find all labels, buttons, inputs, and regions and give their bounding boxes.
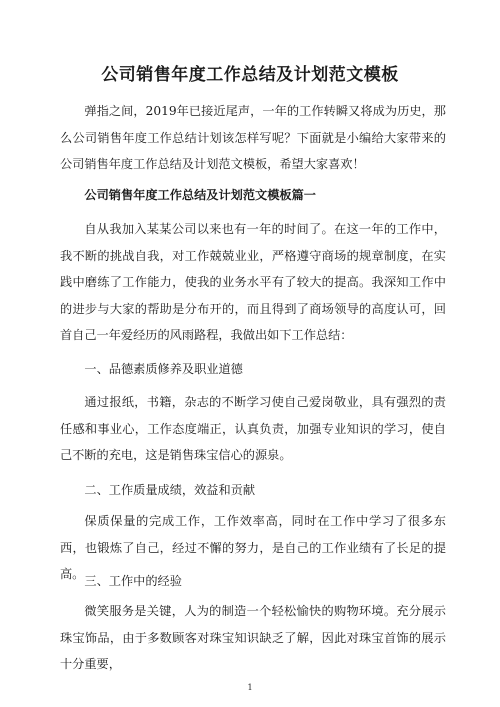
body-paragraph-1: 自从我加入某某公司以来也有一年的时间了。在这一年的工作中，我不断的挑战自我，对工作兢兢业业，严格遵守商场的规章制度，在实践中磨练了工作能力，使我的业务水平有了较大的提高。我深知工作中的进步与大家的帮助是分布开的，而且得到了商场领导的高度认可，回首自己一年爱经历的风雨路程，我做出如下工作总结： bbox=[60, 222, 446, 342]
body-paragraph-2: 通过报纸，书籍，杂志的不断学习使自己爱岗敬业，具有强烈的责任感和事业心，工作态度端正，认真负责，加强专业知识的学习，使自己不断的充电，这是销售珠宝信心的源泉。 bbox=[60, 395, 446, 462]
section-heading-3: 三、工作中的经验 bbox=[84, 574, 182, 588]
section-heading-2: 二、工作质量成绩，效益和贡献 bbox=[84, 483, 256, 497]
section-title: 公司销售年度工作总结及计划范文模板篇一 bbox=[84, 188, 316, 202]
intro-paragraph: 弹指之间，2019年已接近尾声，一年的工作转瞬又将成为历史，那么公司销售年度工作总结计划该怎样写呢？下面就是小编给大家带来的公司销售年度工作总结及计划范文模板，希望大家喜欢！ bbox=[60, 104, 446, 171]
page-number: 1 bbox=[247, 683, 253, 692]
document-title: 公司销售年度工作总结及计划范文模板 bbox=[101, 65, 399, 85]
body-paragraph-3: 保质保量的完成工作，工作效率高，同时在工作中学习了很多东西，也锻炼了自己，经过不懈的努力，是自己的工作业绩有了长足的提高。 bbox=[60, 514, 446, 581]
body-paragraph-4: 微笑服务是关键，人为的制造一个轻松愉快的购物环境。充分展示珠宝饰品，由于多数顾客对珠宝知识缺乏了解，因此对珠宝首饰的展示十分重要， bbox=[60, 604, 446, 671]
section-heading-1: 一、品德素质修养及职业道德 bbox=[84, 362, 243, 376]
